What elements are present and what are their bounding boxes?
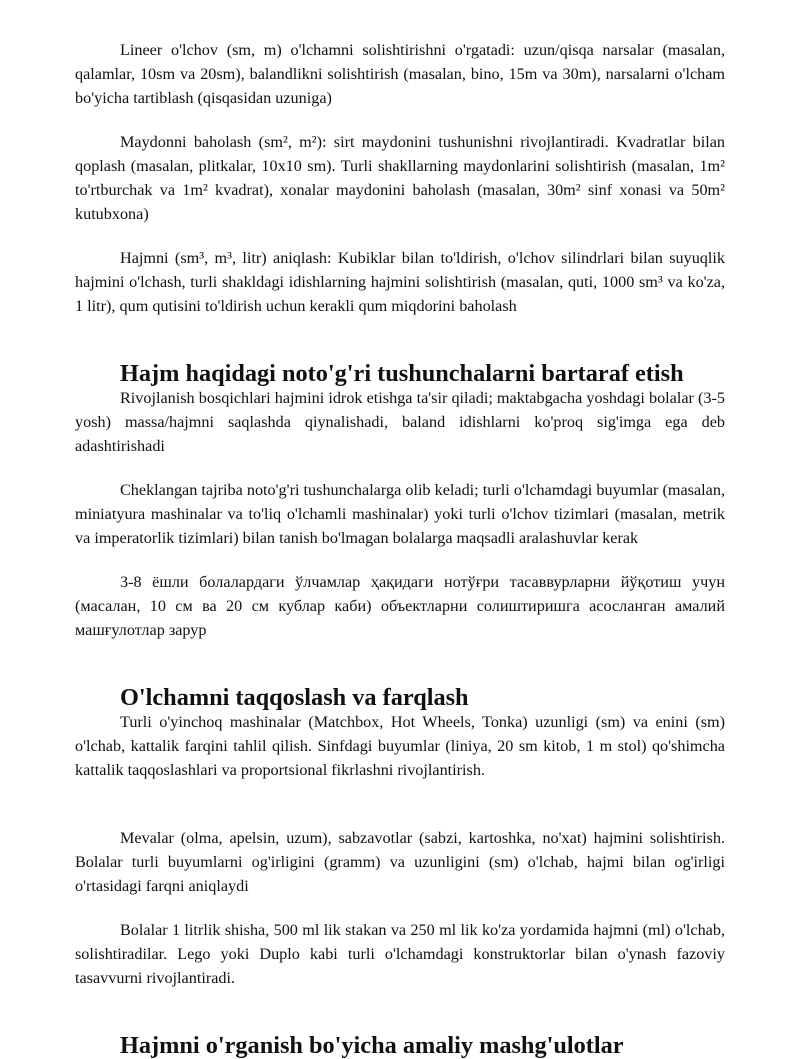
section-heading-size-comparison: O'lchamni taqqoslash va farqlash: [120, 684, 469, 711]
paragraph-developmental-stages: Rivojlanish bosqichlari hajmini idrok etishga ta'sir qiladi; maktabgacha yoshdagi bolalar (3-5 yosh) massa/hajmni saqlashda qiynalishadi, baland idishlarni ko'proq sig'imga ega deb adashtirishadi: [75, 389, 725, 455]
paragraph-liquid-volume: Bolalar 1 litrlik shisha, 500 ml lik stakan va 250 ml lik ko'za yordamida hajmni (ml) o'lchab, solishtiradilar. Lego yoki Duplo kabi turli o'lchamdagi konstruktorlar bilan o'ynash fazoviy tasavvurni rivojlantiradi.: [75, 921, 725, 987]
paragraph-toy-cars: Turli o'yinchoq mashinalar (Matchbox, Hot Wheels, Tonka) uzunligi (sm) va enini (sm) o'lchab, kattalik farqini tahlil qilish. Sinfdagi buyumlar (liniya, 20 sm kitob, 1 m stol) qo'shimcha kattalik taqqoslashlari va proportsional fikrlashni rivojlantirish.: [75, 713, 725, 779]
paragraph-fruits-vegetables: Mevalar (olma, apelsin, uzum), sabzavotlar (sabzi, kartoshka, no'xat) hajmini solishtirish. Bolalar turli buyumlarni og'irligini (gramm) va uzunligini (sm) o'lchab, hajmi bilan og'irligi o'rtasidagi farqni aniqlaydi: [75, 829, 725, 895]
paragraph-area-estimation: Maydonni baholash (sm², m²): sirt maydonini tushunishni rivojlantiradi. Kvadratlar bilan qoplash (masalan, plitkalar, 10x10 sm). Turli shakllarning maydonlarini solishtirish (masalan, 1m² to'rtburchak va 1m² kvadrat), xonalar maydonini baholash (masalan, 30m² sinf xonasi va 50m² kutubxona): [75, 133, 725, 223]
paragraph-limited-experience: Cheklangan tajriba noto'g'ri tushunchalarga olib keladi; turli o'lchamdagi buyumlar (masalan, miniatyura mashinalar va to'liq o'lchamli mashinalar) yoki turli o'lchov tizimlari (masalan, metrik va imperatorlik tizimlari) bilan tanish bo'lmagan bolalarga maqsadli aralashuvlar kerak: [75, 481, 725, 547]
section-heading-misconceptions: Hajm haqidagi noto'g'ri tushunchalarni bartaraf etish: [120, 360, 684, 387]
document-page: [75, 38, 725, 1058]
paragraph-volume-determination: Hajmni (sm³, m³, litr) aniqlash: Kubiklar bilan to'ldirish, o'lchov silindrlari bilan suyuqlik hajmini o'lchash, turli shakldagi idishlarning hajmini solishtirish (masalan, quti, 1000 sm³ va ko'za, 1 litr), qum qutisini to'ldirish uchun kerakli qum miqdorini baholash: [75, 249, 725, 315]
section-heading-practical-activities: Hajmni o'rganish bo'yicha amaliy mashg'ulotlar: [120, 1032, 624, 1059]
paragraph-cyrillic-activities: 3-8 ёшли болалардаги ўлчамлар ҳақидаги нотўғри тасаввурларни йўқотиш учун (масалан, 10 см ва 20 см кублар каби) объектларни солиштиришга асосланган амалий машғулотлар зарур: [75, 573, 725, 639]
paragraph-linear-measurement: Lineer o'lchov (sm, m) o'lchamni solishtirishni o'rgatadi: uzun/qisqa narsalar (masalan, qalamlar, 10sm va 20sm), balandlikni solishtirish (masalan, bino, 15m va 30m), narsalarni o'lcham bo'yicha tartiblash (qisqasidan uzuniga): [75, 41, 725, 107]
